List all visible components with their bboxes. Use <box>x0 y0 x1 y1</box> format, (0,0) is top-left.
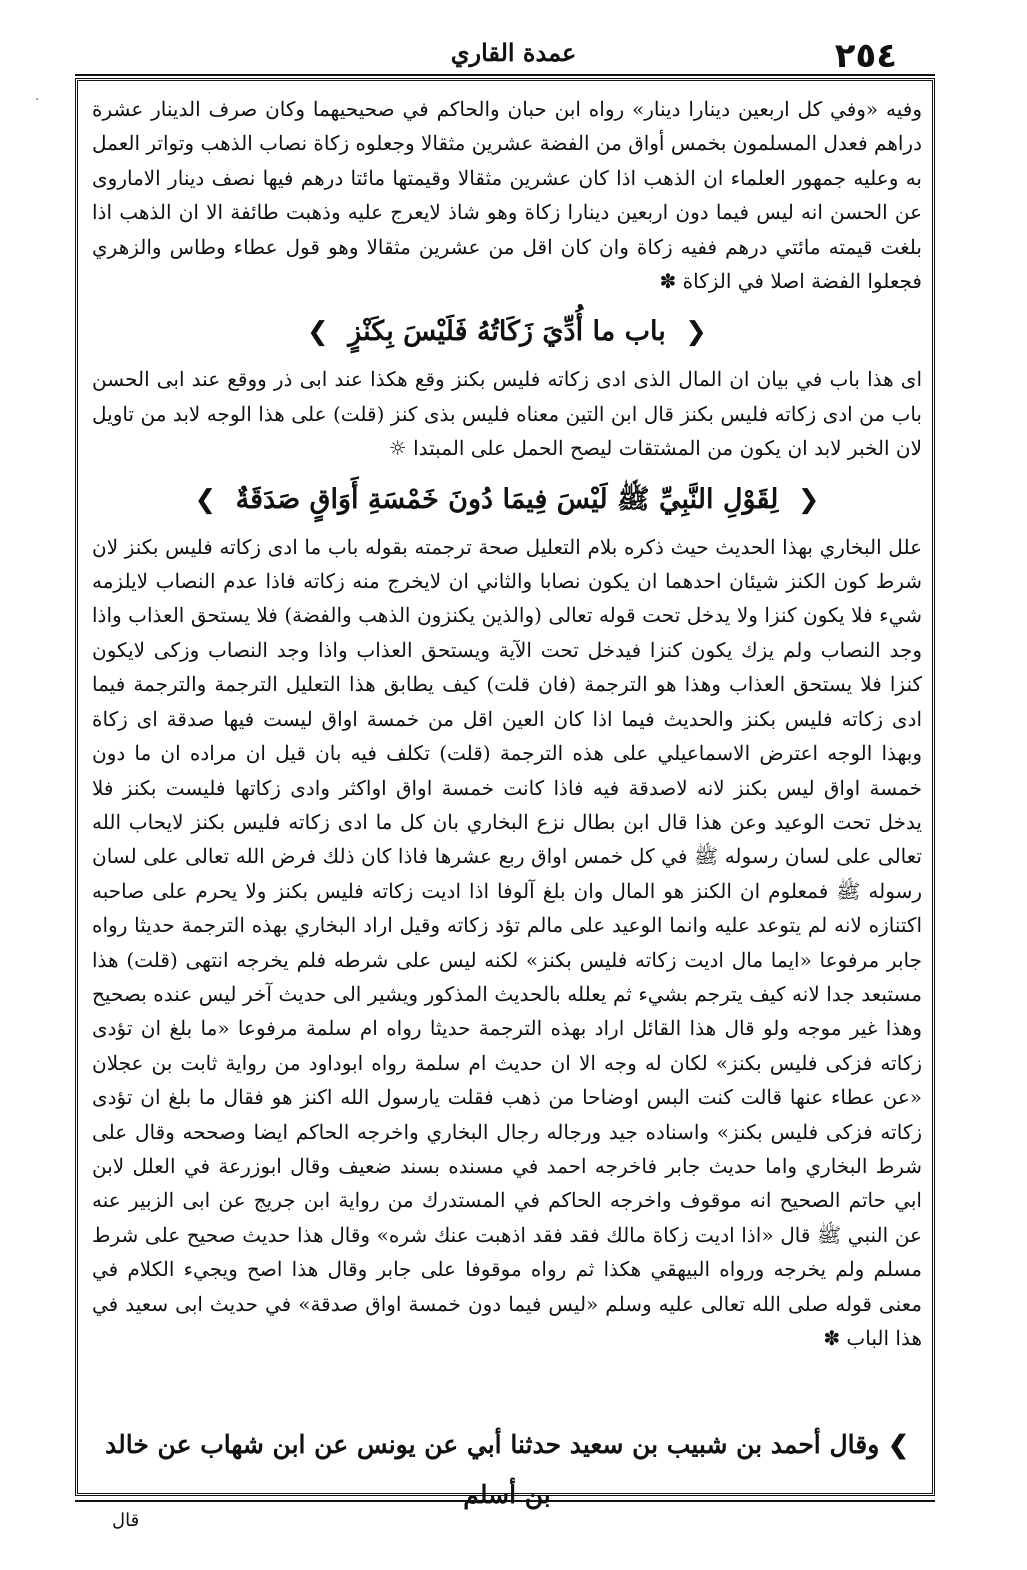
chapter-heading-2-text: لِقَوْلِ النَّبِيِّ ﷺ لَيْسَ فِيمَا دُونَ خَمْسَةِ أَوَاقٍ صَدَقَةٌ <box>235 483 779 515</box>
chapter-heading-1-text: باب ما أُدِّيَ زَكَاتُهُ فَلَيْسَ بِكَنْزٍ <box>348 316 666 348</box>
running-title: عمدة القاري <box>450 38 577 67</box>
page-number: ٢٥٤ <box>834 36 897 76</box>
paragraph-intro: وفيه «وفي كل اربعين دينارا دينار» رواه ابن حبان والحاكم في صحيحيهما وكان صرف الدينار عشرة دراهم فعدل المسلمون بخمس أواق من الفضة عشرين مثقالا وجعلوه زكاة نصاب الذهب وتواتر العمل به وعليه جمهور العلماء ان الذهب اذا كان عشرين مثقالا وقيمتها مائتا درهم فيها نصف دينار الاماروى عن الحسن انه ليس فيما دون اربعين دينارا زكاة وهو شاذ لايعرج عليه وذهبت طائفة الا ان الذهب اذا بلغت قيمته مائتي درهم ففيه زكاة وان كان اقل من عشرين مثقالا وهو قول عطاء وطاس والزهري فجعلوا الفضة اصلا في الزكاة ✽ <box>92 97 923 294</box>
top-rule <box>75 74 935 76</box>
chapter-heading-1 <box>92 310 922 354</box>
paragraph-commentary-2: علل البخاري بهذا الحديث حيث ذكره بلام التعليل صحة ترجمته بقوله باب ما ادى زكاته فليس بكنز لان شرط كون الكنز شيئان احدهما ان يكون نصابا والثاني ان لايخرج منه زكاته فاذا عدم النصاب لايلزمه شيء فلا يكون كنزا ولا يدخل تحت قوله تعالى (والذين يكنزون الذهب والفضة) فلا يستحق العذاب واذا وجد النصاب ولم يزك يكون كنزا فيدخل تحت الآية ويستحق العذاب واذا وجد النصاب وزكى لايكون كنزا فلا يستحق العذاب وهذا هو الترجمة (فان قلت) كيف يطابق هذا التعليل الترجمة والترجمة فيما ادى زكاته فليس بكنز والحديث فيما اذا كان العين اقل من خمسة اواق ليست فيها صدقة اى زكاة وبهذا الوجه اعترض الاسماعيلي على هذه الترجمة (قلت) تكلف فيه بان قيل ان مراده ان ما دون خمسة اواق ليس بكنز لانه لاصدقة فيه فاذا كانت خمسة اواق اواكثر وادى زكاتها فليست بكنز فلا يدخل تحت الوعيد وعن هذا قال ابن بطال نزع البخاري بان كل ما ادى زكاته فليس بكنز لايحاب الله تعالى على لسان رسوله ﷺ في كل خمس اواق ربع عشرها فاذا كان ذلك فرض الله تعالى على لسان رسوله ﷺ فمعلوم ان الكنز هو المال وان بلغ آلوفا اذا اديت زكاته فليس بكنز ولا يحرم على صاحبه اكتنازه لانه لم يتوعد عليه وانما الوعيد على مالم تؤد زكاته وقيل اراد البخاري بهذه الترجمة حديثا رواه جابر مرفوعا «ايما مال اديت زكاته فليس بكنز» لكنه ليس على شرطه فلم يخرجه انتهى (قلت) هذا مستبعد جدا لانه كيف يترجم بشيء ثم يعلله بالحديث المذكور ويشير الى حديث آخر ليس عنده بصحيح وهذا غير موجه ولو قال هذا القائل اراد بهذه الترجمة حديثا رواه ام سلمة مرفوعا «ما بلغ ان تؤدى زكاته فزكى فليس بكنز» لكان له وجه الا ان حديث ام سلمة رواه ابوداود من رواية ثابت بن عجلان «عن عطاء عنها قالت كنت البس اوضاحا من ذهب فقلت يارسول الله اكنز هو فقال ما بلغ ان تؤدى زكاته فزكى فليس بكنز» واسناده جيد ورجاله رجال البخاري واخرجه الحاكم ايضا وصححه وقال على شرط البخاري واما حديث جابر فاخرجه احمد في مسنده بسند ضعيف وقال ابوزرعة في العلل لابن ابي حاتم الصحيح انه موقوف واخرجه الحاكم في المستدرك من رواية ابن جريج عن ابى الزبير عنه عن النبي ﷺ قال «اذا اديت زكاة مالك فقد فقد اذهبت عنك شره» وقال هذا حديث صحيح على شرط مسلم ولم يخرجه ورواه البيهقي هكذا ثم رواه موقوفا على جابر وقال هذا اصح ويجيء الكلام في معنى قوله صلى الله تعالى عليه وسلم «ليس فيما دون خمسة اواق صدقة» في حديث ابى سعيد في هذا الباب ✽ <box>92 534 923 1350</box>
hadith-chain-heading <box>92 1420 922 1520</box>
main-text <box>92 92 922 1359</box>
ornament-left-icon: ❮ <box>685 317 707 348</box>
catchword: قال <box>112 1510 140 1531</box>
bottom-rule <box>75 1500 935 1502</box>
ornament-right-icon: ❯ <box>887 1430 909 1459</box>
chapter-heading-2 <box>92 478 922 522</box>
page-header <box>70 30 957 76</box>
margin-mark: · <box>35 92 40 108</box>
ornament-right-icon: ❯ <box>194 484 217 515</box>
paragraph-commentary-1: اى هذا باب في بيان ان المال الذى ادى زكاته فليس بكنز وقع هكذا عند ابى ذر ووقع عند ابى الحسن باب من ادى زكاته فليس بكنز قال ابن التين معناه فليس بذى كنز (قلت) على هذا الوجه لابد من تاويل لان الخبر لابد ان يكون من المشتقات ليصح الحمل على المبتدا ☼ <box>92 367 922 461</box>
hadith-chain-text: وقال أحمد بن شبيب بن سعيد حدثنا أبي عن يونس عن ابن شهاب عن خالد بن أسلم <box>105 1430 880 1509</box>
ornament-left-icon: ❮ <box>797 484 820 515</box>
ornament-right-icon: ❯ <box>307 317 329 348</box>
